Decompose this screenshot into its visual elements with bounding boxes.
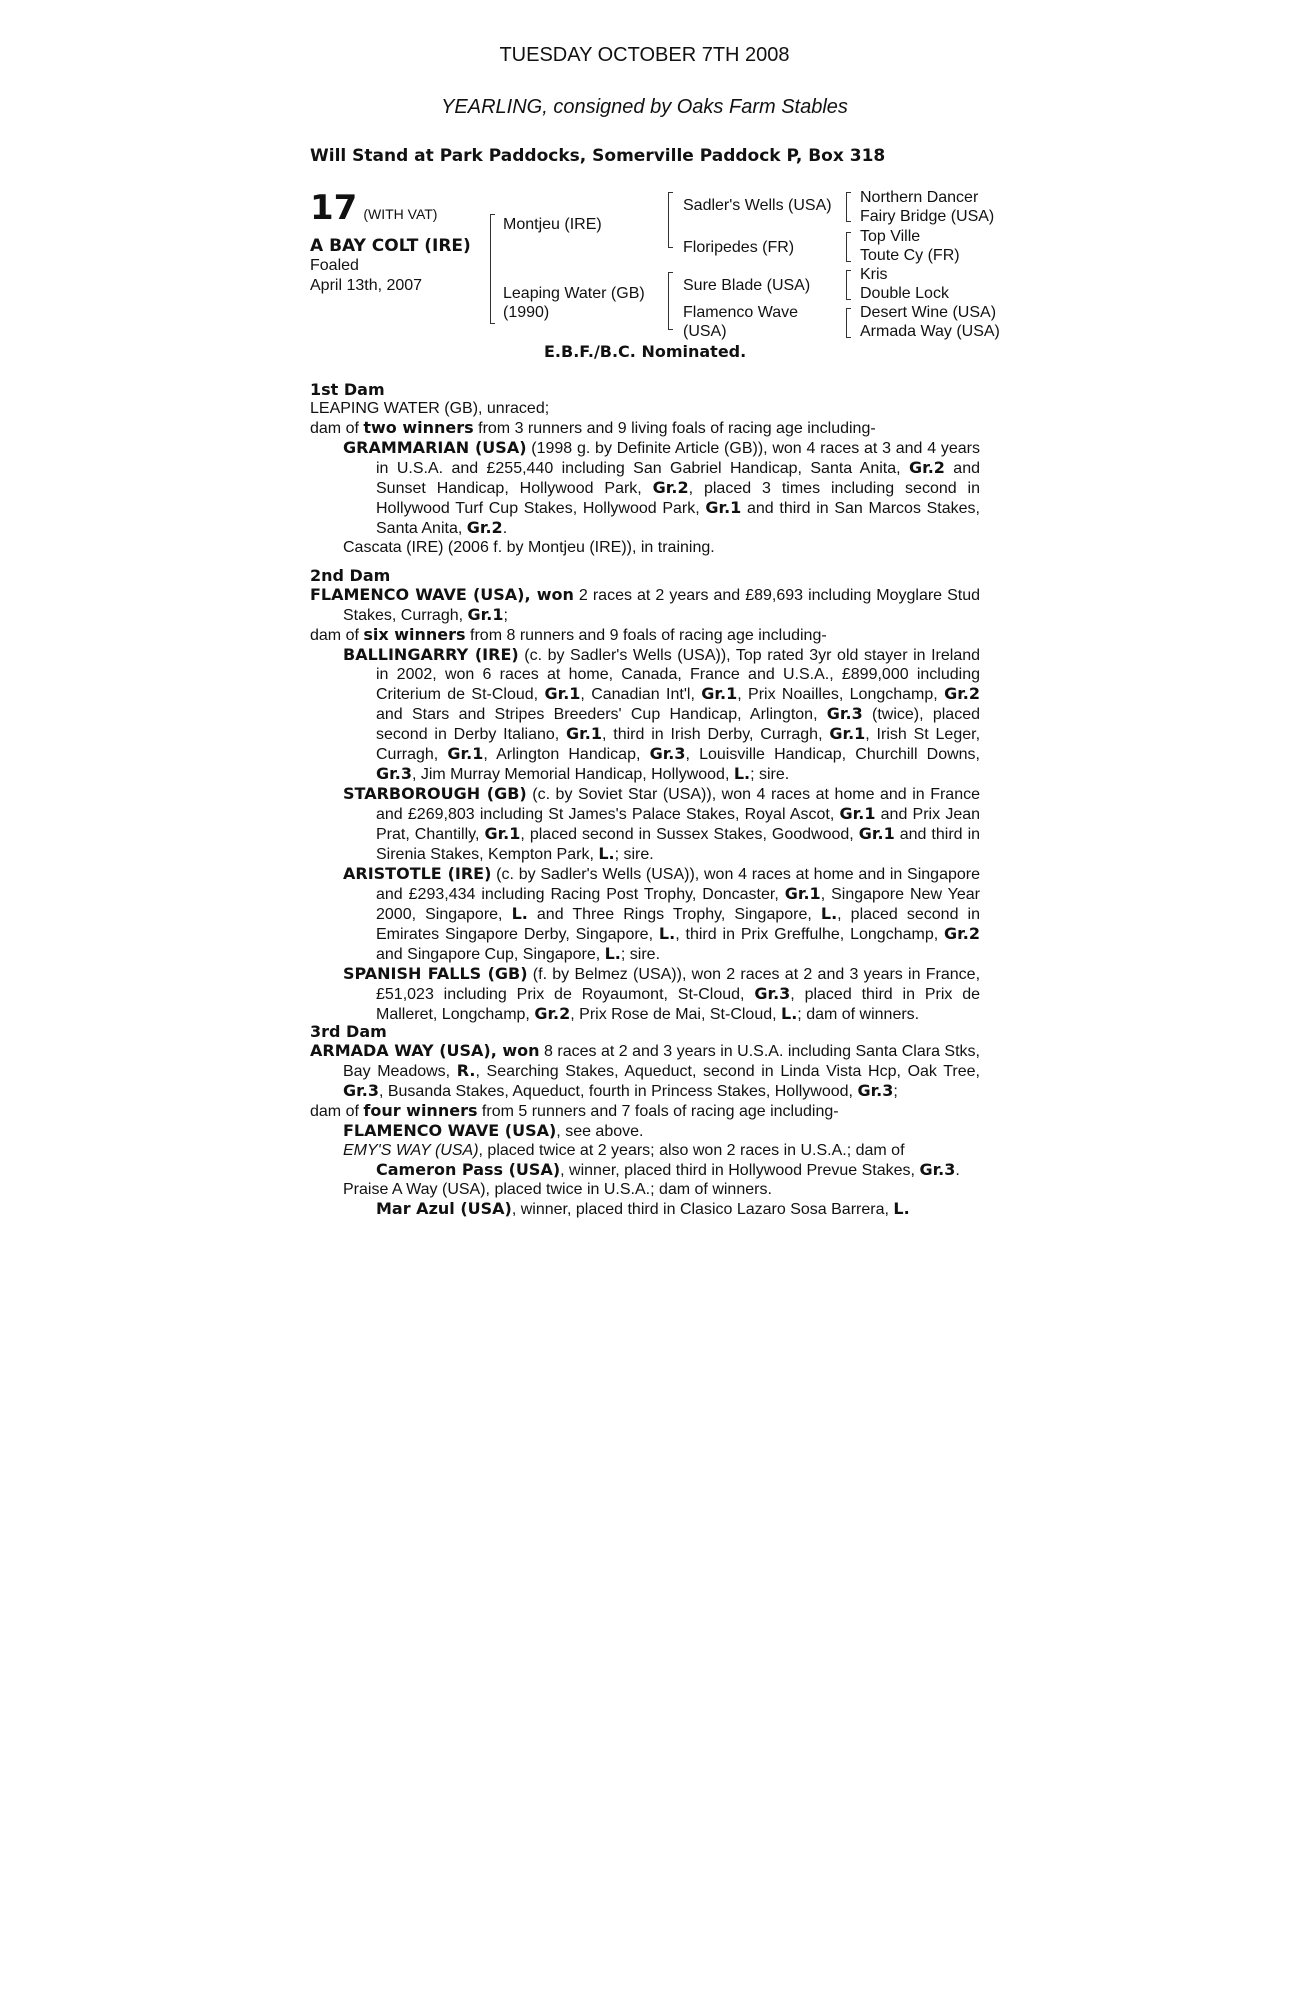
text: ; sire. bbox=[750, 766, 790, 783]
text: and Three Rings Trophy, Singapore, bbox=[527, 906, 821, 923]
text: ; sire. bbox=[620, 946, 661, 963]
pedigree-dam-dam bbox=[683, 303, 798, 341]
pedigree-brace-g2 bbox=[846, 232, 851, 262]
text: ; dam of winners. bbox=[797, 1006, 920, 1023]
grade: L. bbox=[604, 944, 621, 963]
grade: Gr.2 bbox=[466, 518, 503, 537]
grade: Gr.1 bbox=[484, 824, 521, 843]
text: from 8 runners and 9 foals of racing age including- bbox=[465, 627, 827, 644]
grade: Gr.1 bbox=[467, 605, 504, 624]
pedigree-brace-g1 bbox=[846, 192, 851, 222]
text: 8 races at 2 and 3 years in U.S.A. including Santa Clara Stks, Bay Meadows, bbox=[343, 1043, 980, 1080]
horse-name: Cameron Pass (USA) bbox=[376, 1160, 561, 1179]
second-dam-line bbox=[310, 585, 980, 625]
text: , Searching Stakes, Aqueduct, second in Linda Vista Hcp, Oak Tree, bbox=[475, 1063, 980, 1080]
horse-name: Mar Azul (USA) bbox=[376, 1199, 512, 1218]
text: ; sire. bbox=[614, 846, 654, 863]
horse-name: ARISTOTLE (IRE) bbox=[343, 864, 492, 883]
text: , Singapore New Year 2000, Singapore, bbox=[376, 886, 980, 923]
text: 2 races at 2 years and £89,693 including Moyglare Stud Stakes, Curragh, bbox=[343, 587, 981, 624]
grade: L. bbox=[893, 1199, 910, 1218]
grade: L. bbox=[511, 904, 528, 923]
horse-name: SPANISH FALLS (GB) bbox=[343, 964, 528, 983]
horse-name: BALLINGARRY (IRE) bbox=[343, 645, 519, 664]
text: , Busanda Stakes, Aqueduct, fourth in Princess Stakes, Hollywood, bbox=[378, 1083, 858, 1100]
third-dam-line bbox=[310, 1041, 980, 1101]
pedigree-g2: Fairy Bridge (USA) bbox=[860, 208, 995, 225]
produce-entry bbox=[343, 438, 980, 538]
text: , Arlington Handicap, bbox=[483, 746, 650, 763]
text: (c. by Sadler's Wells (USA)), won 4 races at home and in Singapore and £293,434 including Racing Post Trophy, Doncaster, bbox=[376, 866, 981, 903]
third-dam-heading: 3rd Dam bbox=[310, 1022, 387, 1041]
grade: Gr.1 bbox=[566, 724, 602, 743]
pedigree-sire-dam: Floripedes (FR) bbox=[683, 239, 795, 256]
horse-name: FLAMENCO WAVE (USA) bbox=[343, 1121, 557, 1140]
produce-entry bbox=[343, 784, 980, 864]
grand-produce-entry bbox=[376, 1199, 980, 1219]
grade: Gr.1 bbox=[544, 684, 581, 703]
grade: Gr.1 bbox=[858, 824, 895, 843]
text: dam of bbox=[310, 420, 364, 437]
text: , Jim Murray Memorial Handicap, Hollywood, bbox=[411, 766, 734, 783]
grade: Gr.3 bbox=[826, 704, 863, 723]
first-dam-section bbox=[310, 380, 980, 557]
produce-entry: Praise A Way (USA), placed twice in U.S.A.; dam of winners. bbox=[343, 1181, 772, 1198]
pedigree-dam-year: (1990) bbox=[503, 304, 550, 321]
pedigree-g3: Top Ville bbox=[860, 228, 921, 245]
text: ; bbox=[893, 1083, 898, 1100]
grade: Gr.2 bbox=[534, 1004, 571, 1023]
horse-name: EMY'S WAY (USA) bbox=[343, 1142, 479, 1159]
pedigree-g4: Toute Cy (FR) bbox=[860, 247, 960, 264]
text: (c. by Soviet Star (USA)), won 4 races at home and in France and £269,803 including St James's Palace Stakes, Royal Ascot, bbox=[376, 786, 980, 823]
text: , Louisville Handicap, Churchill Downs, bbox=[685, 746, 980, 763]
text: , Prix Rose de Mai, St-Cloud, bbox=[570, 1006, 782, 1023]
pedigree-dam-sire: Sure Blade (USA) bbox=[683, 277, 811, 294]
text: , placed third in Prix de Malleret, Longchamp, bbox=[376, 986, 981, 1023]
text: , winner, placed third in Clasico Lazaro Sosa Barrera, bbox=[511, 1201, 894, 1218]
produce-entry bbox=[343, 1141, 980, 1160]
grade: R. bbox=[456, 1061, 476, 1080]
text: and Stars and Stripes Breeders' Cup Handicap, Arlington, bbox=[376, 706, 827, 723]
third-dam-produce-summary bbox=[310, 1101, 980, 1121]
grade: L. bbox=[598, 844, 615, 863]
consignment-line: YEARLING, consigned by Oaks Farm Stables bbox=[441, 96, 848, 118]
second-dam-heading: 2nd Dam bbox=[310, 566, 391, 585]
foaled-info bbox=[310, 256, 422, 296]
winners-count: six winners bbox=[363, 625, 466, 644]
text: , see above. bbox=[556, 1123, 644, 1140]
foaled-label: Foaled bbox=[310, 257, 359, 274]
pedigree-brace-g4 bbox=[846, 308, 851, 338]
grade: Gr.1 bbox=[829, 724, 866, 743]
grade: Gr.2 bbox=[944, 924, 980, 943]
pedigree-dam bbox=[503, 284, 645, 322]
pedigree-brace-main bbox=[490, 214, 495, 324]
pedigree-g8: Armada Way (USA) bbox=[860, 323, 1000, 340]
grade: Gr.2 bbox=[908, 458, 945, 477]
grade: Gr.3 bbox=[919, 1160, 956, 1179]
lot-number-block bbox=[310, 188, 437, 228]
stand-location: Will Stand at Park Paddocks, Somerville Paddock P, Box 318 bbox=[310, 146, 886, 166]
grade: Gr.3 bbox=[376, 764, 412, 783]
grade: Gr.3 bbox=[343, 1081, 379, 1100]
text: and third in Sirenia Stakes, Kempton Park, bbox=[376, 826, 981, 863]
grade: L. bbox=[733, 764, 751, 783]
pedigree-g1: Northern Dancer bbox=[860, 189, 979, 206]
text: , Canadian Int'l, bbox=[580, 686, 702, 703]
text: ; bbox=[503, 607, 508, 624]
grand-produce-entry bbox=[376, 1160, 980, 1180]
grade: L. bbox=[820, 904, 838, 923]
text: dam of bbox=[310, 1103, 364, 1120]
second-dam-produce-summary bbox=[310, 625, 980, 645]
first-dam-line: LEAPING WATER (GB), unraced; bbox=[310, 400, 550, 417]
pedigree-brace-sire bbox=[668, 192, 673, 248]
text: , third in Irish Derby, Curragh, bbox=[602, 726, 830, 743]
first-dam-heading: 1st Dam bbox=[310, 380, 385, 399]
pedigree-g7: Desert Wine (USA) bbox=[860, 304, 997, 321]
pedigree-brace-g3 bbox=[846, 270, 851, 300]
first-dam-produce-summary bbox=[310, 418, 980, 438]
text: and third in San Marcos Stakes, Santa Anita, bbox=[376, 500, 980, 537]
produce-entry bbox=[343, 864, 980, 964]
text: from 5 runners and 7 foals of racing age including- bbox=[477, 1103, 839, 1120]
text: dam of bbox=[310, 627, 364, 644]
nomination-note: E.B.F./B.C. Nominated. bbox=[544, 342, 747, 361]
grade: Gr.1 bbox=[784, 884, 821, 903]
text: from 3 runners and 9 living foals of racing age including- bbox=[473, 420, 876, 437]
text: (1998 g. by Definite Article (GB)), won 4 races at 3 and 4 years in U.S.A. and £255,440 including San Gabriel Handicap, Santa Anita, bbox=[376, 440, 980, 477]
lot-number: 17 bbox=[310, 188, 358, 228]
grade: Gr.2 bbox=[652, 478, 689, 497]
text: . bbox=[502, 520, 508, 537]
second-dam-section bbox=[310, 566, 980, 1024]
horse-name: STARBOROUGH (GB) bbox=[343, 784, 527, 803]
text: (twice), placed second in Derby Italiano, bbox=[376, 706, 980, 743]
grade: Gr.3 bbox=[857, 1081, 894, 1100]
grade: Gr.1 bbox=[839, 804, 876, 823]
winners-count: four winners bbox=[363, 1101, 478, 1120]
grade: Gr.3 bbox=[754, 984, 791, 1003]
horse-name: GRAMMARIAN (USA) bbox=[343, 438, 527, 457]
text: , placed twice at 2 years; also won 2 races in U.S.A.; dam of bbox=[478, 1142, 905, 1159]
text: , placed 3 times including second in Hollywood Turf Cup Stakes, Hollywood Park, bbox=[376, 480, 981, 517]
text: , winner, placed third in Hollywood Prevue Stakes, bbox=[560, 1162, 920, 1179]
foaled-date: April 13th, 2007 bbox=[310, 277, 423, 294]
grade: Gr.3 bbox=[649, 744, 686, 763]
text: , won bbox=[524, 585, 574, 604]
sale-date: TUESDAY OCTOBER 7TH 2008 bbox=[499, 44, 790, 66]
produce-entry bbox=[343, 645, 980, 784]
pedigree-brace-dam bbox=[668, 272, 673, 330]
horse-name: ARMADA WAY (USA) bbox=[310, 1041, 491, 1060]
produce-entry bbox=[343, 964, 980, 1024]
text: , won bbox=[490, 1041, 540, 1060]
grade: L. bbox=[658, 924, 676, 943]
pedigree-dam-name: Leaping Water (GB) bbox=[503, 285, 645, 302]
grade: Gr.1 bbox=[447, 744, 484, 763]
grade: Gr.1 bbox=[705, 498, 742, 517]
text: and Sunset Handicap, Hollywood Park, bbox=[376, 460, 980, 497]
produce-entry: Cascata (IRE) (2006 f. by Montjeu (IRE)), in training. bbox=[343, 539, 715, 556]
text: . bbox=[955, 1162, 960, 1179]
third-dam-section bbox=[310, 1022, 980, 1219]
vat-label: (WITH VAT) bbox=[363, 206, 438, 222]
text: and Singapore Cup, Singapore, bbox=[376, 946, 605, 963]
pedigree-sire: Montjeu (IRE) bbox=[503, 216, 602, 233]
grade: Gr.1 bbox=[701, 684, 738, 703]
pedigree-g6: Double Lock bbox=[860, 285, 949, 302]
pedigree-dam-dam-line2: (USA) bbox=[683, 323, 727, 340]
text: (c. by Sadler's Wells (USA)), Top rated 3yr old stayer in Ireland in 2002, won 6 races at home, Canada, France and U.S.A., £899,000 including Criterium de St-Cloud, bbox=[376, 647, 981, 703]
grade: Gr.2 bbox=[944, 684, 981, 703]
text: , Irish St Leger, Curragh, bbox=[376, 726, 981, 763]
pedigree-dam-dam-line1: Flamenco Wave bbox=[683, 304, 798, 321]
lot-name: A BAY COLT (IRE) bbox=[310, 236, 471, 256]
text: , Prix Noailles, Longchamp, bbox=[737, 686, 945, 703]
produce-entry bbox=[343, 1121, 980, 1141]
pedigree-g5: Kris bbox=[860, 266, 888, 283]
grade: L. bbox=[781, 1004, 798, 1023]
winners-count: two winners bbox=[363, 418, 474, 437]
text: , placed second in Emirates Singapore Derby, Singapore, bbox=[376, 906, 980, 943]
text: , third in Prix Greffulhe, Longchamp, bbox=[675, 926, 945, 943]
horse-name: FLAMENCO WAVE (USA) bbox=[310, 585, 525, 604]
text: and Prix Jean Prat, Chantilly, bbox=[376, 806, 981, 843]
pedigree-sire-sire: Sadler's Wells (USA) bbox=[683, 197, 832, 214]
text: , placed second in Sussex Stakes, Goodwood, bbox=[520, 826, 859, 843]
text: (f. by Belmez (USA)), won 2 races at 2 and 3 years in France, £51,023 including Prix de Royaumont, St-Cloud, bbox=[376, 966, 981, 1003]
